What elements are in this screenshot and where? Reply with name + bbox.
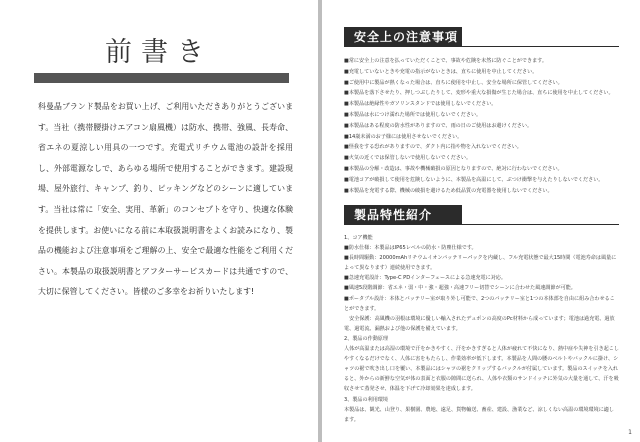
safety-item: ■電池コアが破損して使用を危険しないように、本製品を高温にして、ぶつけ衝撃を与えたりしないでください。 bbox=[344, 176, 604, 183]
right-page bbox=[322, 0, 640, 442]
preface-title: 前書き bbox=[105, 37, 213, 68]
feature-line: 3、製品の利用環境 bbox=[344, 396, 388, 403]
safety-list bbox=[344, 56, 622, 196]
left-page bbox=[0, 0, 318, 442]
safety-item: ■本製品を充電する際、機械の破損を避けるため低品質の充電器を使用しないでください。 bbox=[344, 187, 553, 194]
safety-item: ■ご使用中に製品が熱くなった場合は、直ちに使用を中止し、安全な場所に保管してください。 bbox=[344, 79, 563, 86]
features-heading-rule bbox=[344, 224, 619, 225]
feature-line: ■ポータブル設計：本体とバッテリー室が取り外し可能で、2つのバッテリー室と1つの本体部を自由に組み合わせることができます。 bbox=[344, 295, 615, 312]
feature-line: 本製品は、観光、山登り、果樹園、農地、遠足、貨物輸送、畜産、建設、漁業など、涼しくない高温の環境環境に適します。 bbox=[344, 406, 614, 423]
feature-line: 2、製品の作動原理 bbox=[344, 335, 388, 342]
safety-item: ■本製品を落下させたり、押しつぶしたりして、変形や重大な損傷が生じた場合は、直ちに使用を中止してください。 bbox=[344, 90, 614, 97]
safety-item: ■常に安全上の注意を払っていただくことで、事故や危険を未然に防ぐことができます。 bbox=[344, 58, 547, 64]
safety-item: ■本製品は水につけ濡れた場所では使用しないでください。 bbox=[344, 111, 482, 118]
safety-item: ■火気の近くでは保管しないで使用しないでください。 bbox=[344, 155, 472, 162]
feature-line: 1、コア機能 bbox=[344, 235, 373, 241]
safety-item: ■本製品の分解・改造は、事故や機械破損の原因となりますので、絶対に行わないでください。 bbox=[344, 165, 563, 172]
safety-item: ■14歳未満のお子様には使用させないでください。 bbox=[344, 133, 463, 140]
title-underline-bar bbox=[34, 73, 289, 83]
feature-line: 人体が高温または高湿の環境で汗をかきやすく、汗をかきすぎると人体が疲れて不快になり、熱中症や失神を引き起こしやすくなるだけでなく、人体に害をもたらし、作業効率が低下します。本製品を人間の腰のベルトやバックルに掛け、シャツの裾で吹き出し口を覆い、本製品にはシャツの裾をクリップするバックルが付属しています。製品のスイッチを入れると、外からの新鮮な空気が体の表面と衣服の隙間に送られ、人体や衣類のサンドイッチに外気の大量を通して、汗を吸収させて蒸発させ、体温を下げて冷却効果を達成します。 bbox=[344, 346, 619, 393]
preface-body bbox=[38, 97, 293, 303]
safety-item: ■充電していないときや充電の指示がないときは、直ちに使用を中止してください。 bbox=[344, 68, 538, 75]
safety-item: ■怪我をする恐れがありますので、ダクト内に指や物を入れないでください。 bbox=[344, 144, 522, 151]
preface-paragraph: 科曼晶ブランド製品をお買い上げ、ご利用いただきありがとうございます。当社（携帯腰掛けエアコン扇風機）は防水、携帯、強風、長寿命、省エネの夏涼しい用具の一つです。充電式リチウム電池の設計を採用し、外部電源なしで、あらゆる場所で使用することができます。建設現場、屋外旅行、キャンプ、釣り、ピッキングなどのシーンに適しています。当社は常に「安全、実用、革新」のコンセプトを守り、快適な体験を提供します。お使いになる前に本取扱説明書をよくお読みになり、製品の機能および注意事項をご理解の上、安全で最適な性能をご利用ください。本製品の取扱説明書とアフターサービスカードは共通ですので、大切に保管してください。皆様のご多幸をお祈りいたします! bbox=[38, 102, 293, 297]
feature-line: ■風速5段階調節：省エネ・弱・中・強・超強・高速フリー切替でシーンに合わせた風速調節が可能。 bbox=[344, 285, 576, 292]
safety-item: ■本製品は絶縁性やガソリンスタンドでは使用しないでください。 bbox=[344, 101, 497, 108]
safety-item: ■本製品はある程度の防水性がありますので、雨の日のご使用はお避けください。 bbox=[344, 122, 533, 129]
page-number: 1 bbox=[628, 429, 632, 436]
feature-line: ■長時間駆動：20000mAhリチウムイオンバッテリーパックを内蔵し、フル充電状態で最大15時間（電池寿命は風量によって異なります）連続使用できます。 bbox=[344, 255, 617, 272]
feature-line: ■急速充電設計：Type-C PDインターフェースによる急速充電に対応。 bbox=[344, 275, 506, 282]
safety-heading-rule bbox=[344, 46, 619, 47]
features-body bbox=[344, 233, 619, 425]
feature-line: 安全保護：高風機の羽根は環境に優しい輸入されたデュポンの高度のPc材料から成っています；電池は過充電、過放電、過電流、漏熱および他の保護を備えています。 bbox=[344, 315, 615, 332]
safety-section-heading: 安全上の注意事項 bbox=[344, 27, 462, 47]
feature-line: ■防水仕様：本製品はIP65レベルの防水・防塵仕様です。 bbox=[344, 245, 477, 252]
features-section-heading: 製品特性紹介 bbox=[344, 205, 462, 225]
